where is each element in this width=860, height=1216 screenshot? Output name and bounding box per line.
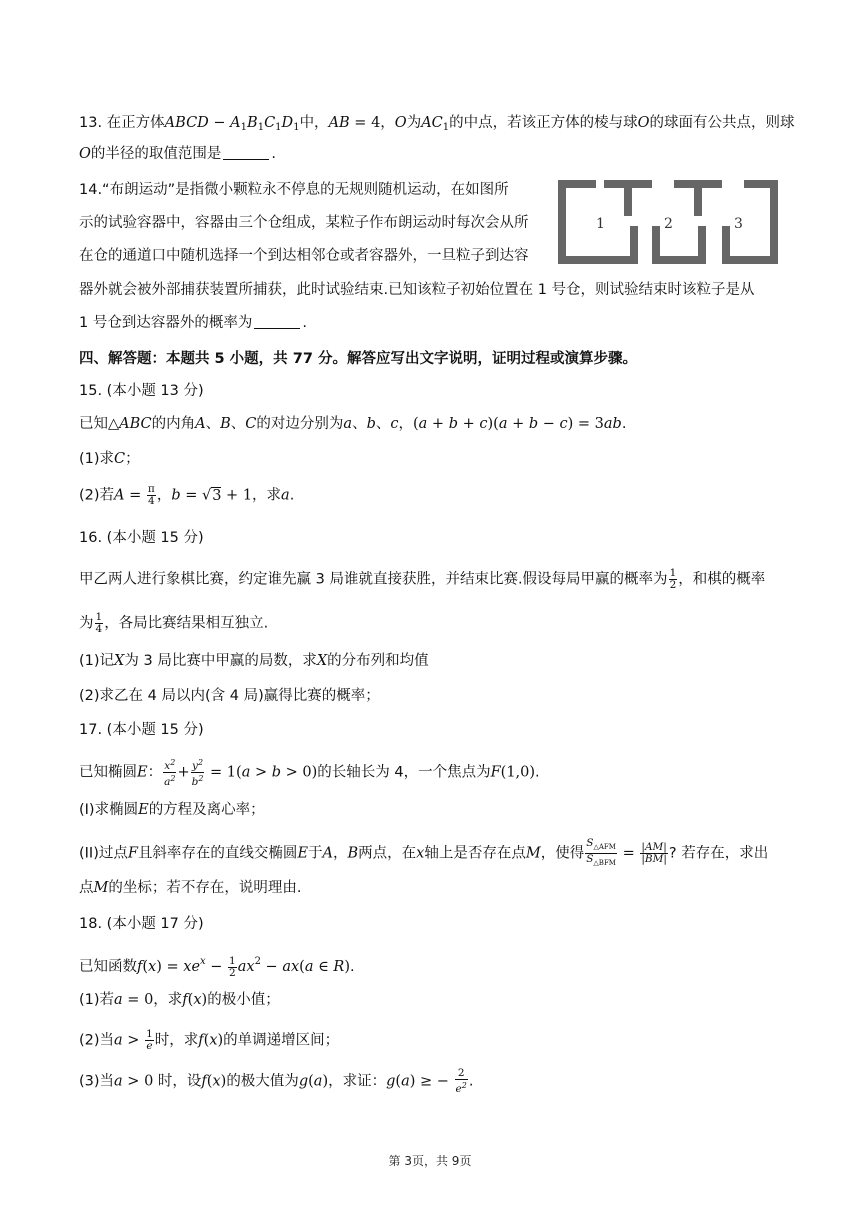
q16-part-2: (2)求乙在 4 局以内(含 4 局)赢得比赛的概率；	[79, 688, 380, 704]
q14-line-2: 示的试验容器中，容器由三个仓组成，某粒子作布朗运动时每次会从所	[79, 215, 529, 231]
q15-part-1: (1)求C；	[79, 451, 140, 467]
q18-part-3: (3)当a > 0 时，设f(x)的极大值为g(a)，求证：g(a) ≥ − $\frac{2}{e^2}$ .	[79, 1067, 474, 1095]
q17-part-II-line-2: 点M的坐标；若不存在，说明理由.	[79, 880, 302, 896]
q14-line-5: 1 号仓到达容器外的概率为 .	[79, 315, 307, 331]
q13-line-1: 13. 在正方体ABCD − $A_1B_1C_1D_1$中，AB = 4，O为$AC_1$的中点，若该正方体的棱与球O的球面有公共点，则球	[79, 115, 795, 133]
chamber-label-3: 3	[734, 216, 743, 232]
q17-heading: 17. (本小题 15 分)	[79, 722, 204, 738]
q15-part-2: (2)若A = $\frac{\pi}{4}$ ，b = √3 + 1，求a.	[79, 483, 295, 507]
q17-line-1: 已知椭圆E： $\frac{x^2}{a^2}$ + $\frac{y^2}{b^2}$ = 1(a > b > 0)的长轴长为 4，一个焦点为F(1,0).	[79, 758, 540, 788]
q18-part-2: (2)当a > $\frac{1}{e}$ 时，求f(x)的单调递增区间；	[79, 1028, 340, 1052]
chamber-label-2: 2	[664, 216, 673, 232]
q14-line-3: 在仓的通道口中随机选择一个到达相邻仓或者容器外，一旦粒子到达容	[79, 248, 529, 264]
page-footer: 第 3页，共 9页	[388, 1154, 472, 1168]
q17-part-I: (I)求椭圆E的方程及离心率；	[79, 802, 265, 818]
q13-line-2: O的半径的取值范围是 .	[79, 146, 276, 162]
q15-heading: 15. (本小题 13 分)	[79, 383, 204, 399]
q14-line-1: 14.“布朗运动”是指微小颗粒永不停息的无规则随机运动，在如图所	[79, 182, 509, 198]
q16-line-1: 甲乙两人进行象棋比赛，约定谁先赢 3 局谁就直接获胜，并结束比赛.假设每局甲赢的概率为 $\frac{1}{2}$ ，和棋的概率	[79, 567, 766, 591]
q17-part-II: (II)过点F且斜率存在的直线交椭圆E于A，B两点，在x轴上是否存在点M，使得 $\frac{S_{\triangle AFM}}{S_{\triangle BFM}}$ = $\frac{|AM|}{|BM|}$ ? 若存在，求出	[79, 837, 769, 867]
answer-blank	[223, 145, 269, 160]
container-diagram	[556, 176, 780, 268]
section-heading: 四、解答题：本题共 5 小题，共 77 分。解答应写出文字说明，证明过程或演算步骤。	[79, 351, 637, 367]
q16-heading: 16. (本小题 15 分)	[79, 530, 204, 546]
q14-line-4: 器外就会被外部捕获装置所捕获，此时试验结束.已知该粒子初始位置在 1 号仓，则试验结束时该粒子是从	[79, 282, 755, 298]
q18-line-1: 已知函数$f(x) = xe^x$ − $\frac{1}{2}$ $ax^2 - ax(a$ ∈ R).	[79, 954, 355, 979]
q18-heading: 18. (本小题 17 分)	[79, 916, 204, 932]
answer-blank	[254, 314, 300, 329]
q16-line-2: 为 $\frac{1}{4}$ ，各局比赛结果相互独立.	[79, 611, 269, 635]
q15-line-1: 已知△ABC的内角A、B、C的对边分别为a、b、c，(a + b + c)(a + b − c) = 3ab.	[79, 416, 627, 432]
q16-part-1: (1)记X为 3 局比赛中甲赢的局数，求X的分布列和均值	[79, 653, 429, 669]
q18-part-1: (1)若a = 0，求f(x)的极小值；	[79, 992, 280, 1008]
chamber-label-1: 1	[596, 216, 605, 232]
